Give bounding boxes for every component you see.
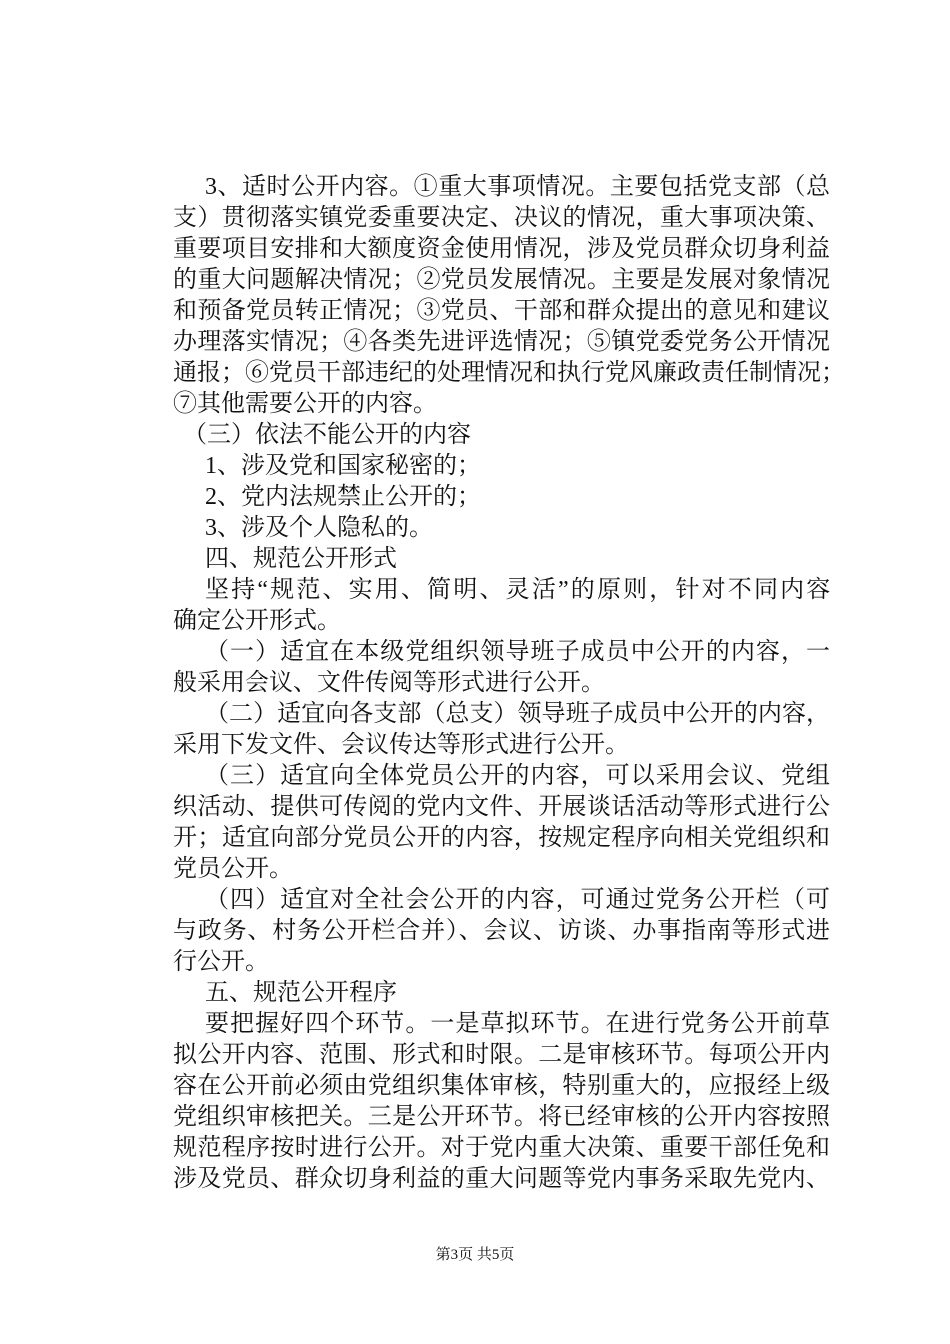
- text-line: 拟公开内容、范围、形式和时限。二是审核环节。每项公开内: [173, 1042, 831, 1068]
- text-line: 3、涉及个人隐私的。: [205, 515, 433, 541]
- text-line: 规范程序按时进行公开。对于党内重大决策、重要干部任免和: [173, 1135, 831, 1161]
- text-line: 党员公开。: [173, 856, 293, 882]
- text-line: 坚持“规范、实用、简明、灵活”的原则，针对不同内容: [205, 577, 833, 603]
- text-line: 3、适时公开内容。①重大事项情况。主要包括党支部（总: [205, 174, 831, 200]
- text-line: ⑦其他需要公开的内容。: [173, 391, 437, 417]
- text-line: 支）贯彻落实镇党委重要决定、决议的情况，重大事项决策、: [173, 205, 831, 231]
- text-line: 的重大问题解决情况；②党员发展情况。主要是发展对象情况: [173, 267, 831, 293]
- text-line: （一）适宜在本级党组织领导班子成员中公开的内容，一: [205, 639, 832, 665]
- text-line: 涉及党员、群众切身利益的重大问题等党内事务采取先党内、: [173, 1166, 831, 1192]
- text-line: 开；适宜向部分党员公开的内容，按规定程序向相关党组织和: [173, 825, 831, 851]
- text-line: 五、规范公开程序: [205, 980, 397, 1006]
- text-line: （三）依法不能公开的内容: [183, 422, 471, 448]
- text-line: 容在公开前必须由党组织集体审核，特别重大的，应报经上级: [173, 1073, 831, 1099]
- text-line: 四、规范公开形式: [205, 546, 397, 572]
- text-line: （三）适宜向全体党员公开的内容，可以采用会议、党组: [205, 763, 832, 789]
- text-line: 与政务、村务公开栏合并）、会议、访谈、办事指南等形式进: [173, 918, 831, 944]
- text-line: （二）适宜向各支部（总支）领导班子成员中公开的内容，: [205, 701, 831, 727]
- text-line: 办理落实情况；④各类先进评选情况；⑤镇党委党务公开情况: [173, 329, 831, 355]
- text-line: 行公开。: [173, 949, 269, 975]
- text-line: 1、涉及党和国家秘密的；: [205, 453, 481, 479]
- text-line: 2、党内法规禁止公开的；: [205, 484, 481, 510]
- text-line: 织活动、提供可传阅的党内文件、开展谈话活动等形式进行公: [173, 794, 831, 820]
- text-line: 般采用会议、文件传阅等形式进行公开。: [173, 670, 605, 696]
- page-footer: 第3页 共5页: [435, 1247, 515, 1263]
- text-line: 通报；⑥党员干部违纪的处理情况和执行党风廉政责任制情况；: [173, 360, 845, 386]
- text-line: 和预备党员转正情况；③党员、干部和群众提出的意见和建议: [173, 298, 831, 324]
- text-line: 采用下发文件、会议传达等形式进行公开。: [173, 732, 629, 758]
- text-line: 要把握好四个环节。一是草拟环节。在进行党务公开前草: [205, 1011, 832, 1037]
- text-line: （四）适宜对全社会公开的内容，可通过党务公开栏（可: [205, 887, 832, 913]
- text-line: 党组织审核把关。三是公开环节。将已经审核的公开内容按照: [173, 1104, 831, 1130]
- text-line: 确定公开形式。: [173, 608, 341, 634]
- text-line: 重要项目安排和大额度资金使用情况，涉及党员群众切身利益: [173, 236, 831, 262]
